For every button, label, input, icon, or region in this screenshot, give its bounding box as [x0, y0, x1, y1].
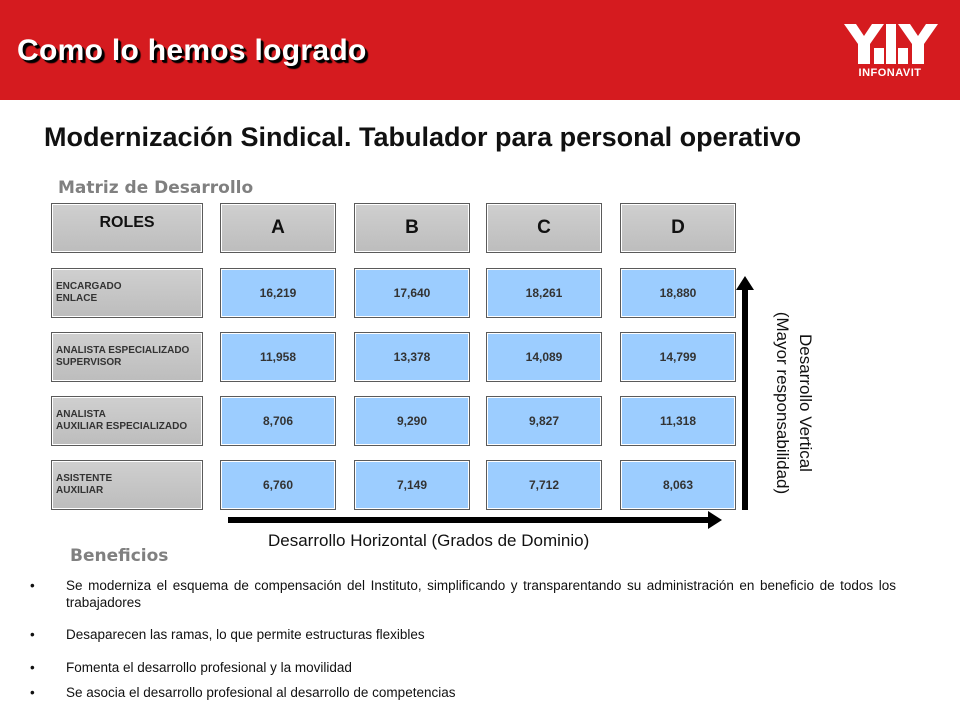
- grade-label: B: [405, 217, 419, 238]
- vertical-arrow: [736, 276, 754, 510]
- salary-value: 14,089: [525, 350, 563, 364]
- role-line: ANALISTA ESPECIALIZADO: [56, 345, 190, 356]
- salary-value: 7,712: [528, 478, 560, 492]
- logo-text: INFONAVIT: [858, 67, 922, 79]
- bullet-dot: •: [30, 627, 35, 642]
- role-line: ANALISTA: [56, 409, 106, 420]
- role-line: ENCARGADO: [56, 281, 122, 292]
- roles-header-label: ROLES: [99, 214, 155, 231]
- role-line: ASISTENTE: [56, 473, 113, 484]
- vertical-development-label: [771, 273, 817, 533]
- bullet-dot: •: [30, 578, 35, 593]
- salary-value: 17,640: [393, 286, 431, 300]
- bullet-dot: •: [30, 660, 35, 675]
- vertical-label-line: Desarrollo Vertical: [796, 334, 815, 472]
- grade-label: A: [271, 217, 285, 238]
- grade-label: D: [671, 217, 685, 238]
- salary-value: 14,799: [659, 350, 697, 364]
- salary-value: 11,958: [259, 350, 297, 364]
- horizontal-arrow: [228, 511, 722, 529]
- benefit-text: Fomenta el desarrollo profesional y la movilidad: [66, 660, 352, 675]
- salary-value: 18,880: [659, 286, 697, 300]
- grade-label: C: [537, 217, 551, 238]
- salary-value: 11,318: [659, 414, 697, 428]
- salary-value: 6,760: [262, 478, 294, 492]
- vertical-label-line: (Mayor responsabilidad): [773, 311, 792, 495]
- slide-header-title: Como lo hemos logrado: [17, 34, 367, 67]
- salary-value: 13,378: [393, 350, 431, 364]
- horizontal-development-label: Desarrollo Horizontal (Grados de Dominio): [268, 531, 590, 550]
- bullet-dot: •: [30, 685, 35, 700]
- role-line: SUPERVISOR: [56, 357, 122, 368]
- salary-value: 9,290: [396, 414, 428, 428]
- salary-value: 8,706: [262, 414, 294, 428]
- benefit-text: Desaparecen las ramas, lo que permite estructuras flexibles: [66, 627, 425, 642]
- role-line: AUXILIAR ESPECIALIZADO: [56, 421, 188, 432]
- role-line: ENLACE: [56, 293, 98, 304]
- benefit-text: Se asocia el desarrollo profesional al desarrollo de competencias: [66, 685, 456, 700]
- salary-value: 9,827: [528, 414, 560, 428]
- matrix-section-title: Matriz de Desarrollo: [58, 178, 254, 198]
- page-title: Modernización Sindical. Tabulador para personal operativo: [44, 122, 802, 152]
- role-line: AUXILIAR: [56, 485, 104, 496]
- salary-value: 8,063: [662, 478, 694, 492]
- salary-value: 16,219: [259, 286, 297, 300]
- salary-value: 7,149: [396, 478, 428, 492]
- benefits-section-title: Beneficios: [70, 546, 169, 566]
- benefit-text: Se moderniza el esquema de compensación del Instituto, simplificando y transparentando su administración en beneficio de todos los trabajadores: [66, 578, 896, 610]
- salary-value: 18,261: [525, 286, 563, 300]
